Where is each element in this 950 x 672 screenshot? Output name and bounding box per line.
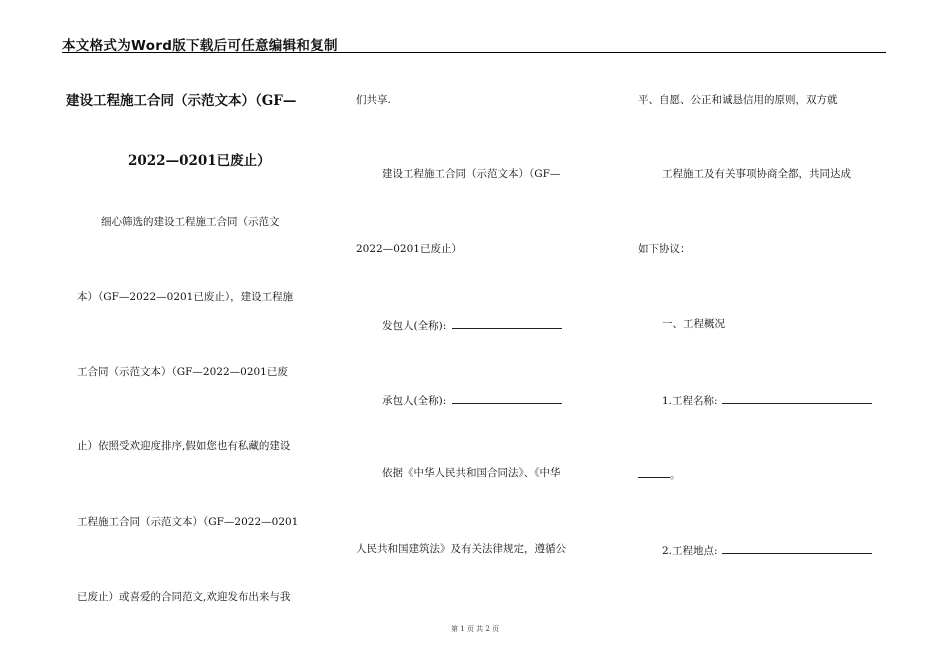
project-name-field: [662, 393, 872, 407]
project-location-label: 2.工程地点:: [662, 545, 718, 557]
employer-label: 发包人(全称):: [382, 320, 447, 332]
contractor-label: 承包人(全称):: [382, 395, 447, 407]
body-text-line: 依据《中华人民共和国合同法》、《中华: [382, 467, 561, 479]
body-text-line: 们共享.: [356, 94, 391, 106]
body-text-line: 细心筛选的建设工程施工合同（示范文: [101, 216, 280, 228]
project-name-blank-cont: [638, 467, 670, 478]
doc-title-line-1: 建设工程施工合同（示范文本）（GF—: [66, 93, 297, 109]
body-text-line: 工合同（示范文本）（GF—2022—0201已废: [77, 366, 288, 378]
project-name-label: 1.工程名称:: [662, 395, 718, 407]
project-name-continuation: [638, 467, 681, 481]
document-header: [62, 34, 886, 53]
contractor-blank: [452, 393, 562, 404]
body-text-line: 平、自愿、公正和诚恳信用的原则，双方就: [638, 94, 838, 106]
body-text-line: 人民共和国建筑法》及有关法律规定，遵循公: [356, 543, 566, 555]
body-text-line: 建设工程施工合同（示范文本）（GF—: [382, 168, 561, 180]
period-mark: 。: [670, 469, 681, 481]
employer-field: [382, 318, 562, 332]
body-text-line: 止）依照受欢迎度排序,假如您也有私藏的建设: [77, 440, 291, 452]
body-text-line: 2022—0201已废止）: [356, 243, 462, 255]
doc-title-line-2: 2022—0201已废止）: [128, 153, 271, 169]
section-heading: 一、工程概况: [662, 318, 725, 330]
employer-blank: [452, 318, 562, 329]
page-number-footer: 第 1 页 共 2 页: [450, 625, 500, 633]
header-text: 本文格式为Word版下载后可任意编辑和复制: [62, 38, 338, 54]
project-name-blank: [722, 393, 872, 404]
project-location-field: [662, 543, 872, 557]
project-location-blank: [722, 543, 872, 554]
body-text-line: 工程施工合同（示范文本）（GF—2022—0201: [77, 516, 299, 528]
body-text-line: 如下协议：: [638, 243, 691, 255]
body-text-line: 工程施工及有关事项协商全都，共同达成: [662, 168, 851, 180]
body-text-line: 已废止）或喜爱的合同范文,欢迎发布出来与我: [77, 591, 291, 603]
body-text-line: 本）（GF—2022—0201已废止），建设工程施: [77, 291, 294, 303]
contractor-field: [382, 393, 562, 407]
